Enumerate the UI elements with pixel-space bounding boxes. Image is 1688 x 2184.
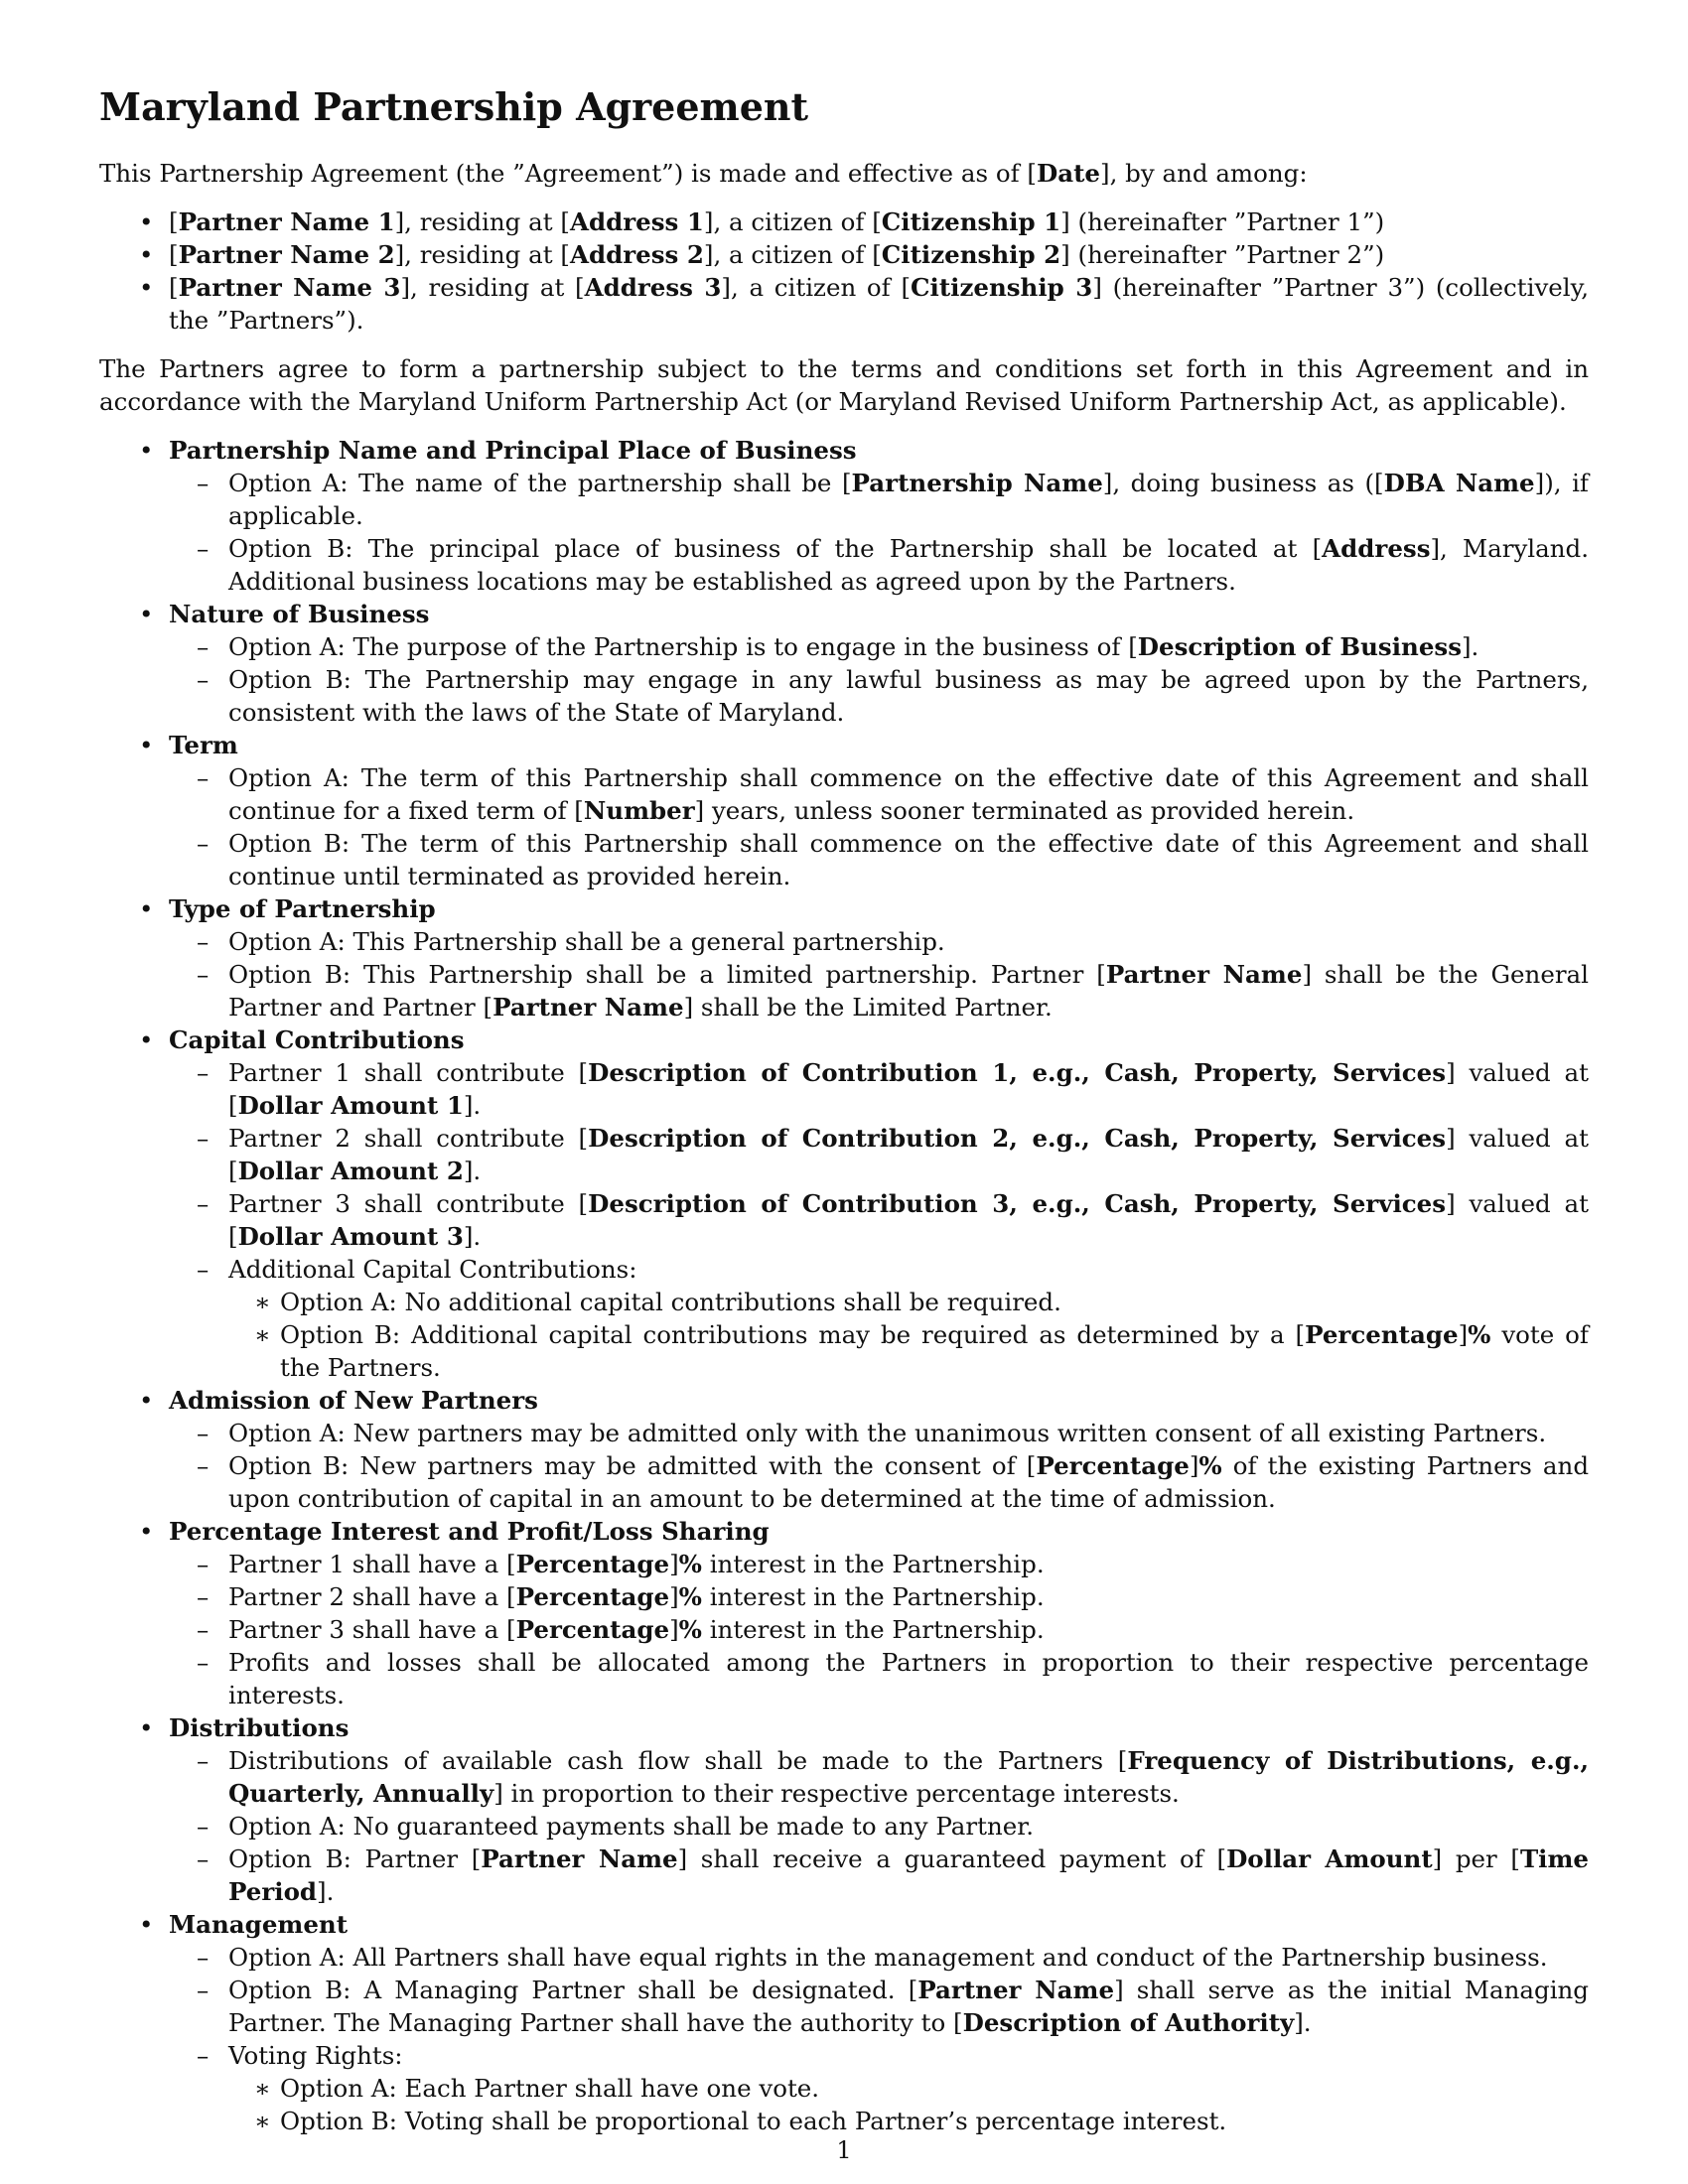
placeholder-field: Time Period — [228, 1844, 1590, 1906]
clause-item: – Option B: The term of this Partnership shall commence on the effective date of this Agreement and shall continue until terminated as provided herein. — [169, 827, 1589, 892]
clause-item: – Partner 1 shall contribute [Description of Contribution 1, e.g., Cash, Property, Services] valued at [Dollar Amount 1]. — [169, 1056, 1589, 1122]
clause-list — [169, 1417, 1589, 1515]
clause-item: – Partner 2 shall have a [Percentage]% interest in the Partnership. — [169, 1580, 1589, 1613]
placeholder-field: Partner Name — [917, 1976, 1115, 2004]
clause-item: – Option B: New partners may be admitted with the consent of [Percentage]% of the existing Partners and upon contribution of capital in an amount to be determined at the time of admission. — [169, 1449, 1589, 1515]
intro-text-end: ], by and among: — [1100, 159, 1308, 188]
section-title: • Capital Contributions — [169, 1025, 465, 1054]
party-item: • [Partner Name 2], residing at [Address 2], a citizen of [Citizenship 2] (hereinafter ”Partner 2”) — [99, 238, 1589, 271]
placeholder-field: % — [678, 1550, 702, 1578]
clause-item: – Additional Capital Contributions: ∗ Option A: No additional capital contributions shall be required. ∗ Option B: Additional capital contributions may be required as determined by a [Percentage]% vote of the Partners. — [169, 1253, 1589, 1384]
intro-text: This Partnership Agreement (the ”Agreement”) is made and effective as of [ — [99, 159, 1037, 188]
section-item — [99, 1024, 1589, 1384]
section-title: • Nature of Business — [169, 600, 430, 628]
section-item — [99, 598, 1589, 729]
sections-list — [99, 434, 1589, 2137]
clause-item: – Partner 1 shall have a [Percentage]% interest in the Partnership. — [169, 1548, 1589, 1580]
placeholder-field: % — [1468, 1320, 1491, 1349]
clause-list — [169, 467, 1589, 598]
section-item — [99, 434, 1589, 598]
placeholder-field: Dollar Amount — [1226, 1844, 1433, 1873]
placeholder-field: Description of Contribution 2, e.g., Cash, Property, Services — [588, 1124, 1447, 1153]
option-item: ∗ Option B: Voting shall be proportional to each Partner’s percentage interest. — [228, 2105, 1589, 2137]
placeholder-field: Percentage — [515, 1582, 670, 1611]
clause-item: – Voting Rights: ∗ Option A: Each Partner shall have one vote. ∗ Option B: Voting shall be proportional to each Partner’s percentage interest. — [169, 2039, 1589, 2137]
party-item: • [Partner Name 1], residing at [Address 1], a citizen of [Citizenship 1] (hereinafter ”Partner 1”) — [99, 205, 1589, 238]
placeholder-field: Dollar Amount 2 — [237, 1157, 464, 1185]
section-item — [99, 892, 1589, 1024]
option-list — [228, 1286, 1589, 1384]
clause-item: – Option B: This Partnership shall be a limited partnership. Partner [Partner Name] shall be the General Partner and Partner [Partner Name] shall be the Limited Partner. — [169, 958, 1589, 1024]
clause-item: – Option B: A Managing Partner shall be designated. [Partner Name] shall serve as the initial Managing Partner. The Managing Partner shall have the authority to [Description of Authority]. — [169, 1974, 1589, 2039]
document-title: Maryland Partnership Agreement — [99, 84, 809, 129]
section-title: • Percentage Interest and Profit/Loss Sharing — [169, 1517, 770, 1546]
section-item — [99, 1711, 1589, 1908]
placeholder-field: Description of Authority — [962, 2008, 1295, 2037]
clause-item: – Option A: The term of this Partnership shall commence on the effective date of this Agreement and shall continue for a fixed term of [Number] years, unless sooner terminated as provided herein. — [169, 761, 1589, 827]
placeholder-field: % — [678, 1615, 702, 1644]
clause-item: – Option B: The principal place of business of the Partnership shall be located at [Address], Maryland. Additional business locations may be established as agreed upon by the Partners. — [169, 532, 1589, 598]
placeholder-field: Dollar Amount 1 — [237, 1091, 464, 1120]
clause-item: – Option B: The Partnership may engage in any lawful business as may be agreed upon by the Partners, consistent with the laws of the State of Maryland. — [169, 663, 1589, 729]
clause-item: – Distributions of available cash flow shall be made to the Partners [Frequency of Distributions, e.g., Quarterly, Annually] in proportion to their respective percentage interests. — [169, 1744, 1589, 1810]
clause-item: – Partner 2 shall contribute [Description of Contribution 2, e.g., Cash, Property, Services] valued at [Dollar Amount 2]. — [169, 1122, 1589, 1187]
clause-item: – Option A: All Partners shall have equal rights in the management and conduct of the Partnership business. — [169, 1941, 1589, 1974]
placeholder-field: Dollar Amount 3 — [237, 1222, 464, 1251]
section-title: • Type of Partnership — [169, 894, 436, 923]
clause-item: – Partner 3 shall contribute [Description of Contribution 3, e.g., Cash, Property, Services] valued at [Dollar Amount 3]. — [169, 1187, 1589, 1253]
party-item: • [Partner Name 3], residing at [Address 3], a citizen of [Citizenship 3] (hereinafter ”Partner 3”) (collectively, the ”Partners”). — [99, 271, 1589, 337]
section-title: • Admission of New Partners — [169, 1386, 538, 1415]
clause-list — [169, 761, 1589, 892]
placeholder-field: Partner Name — [481, 1844, 678, 1873]
placeholder-field: Percentage — [515, 1615, 670, 1644]
clause-list — [169, 1941, 1589, 2137]
placeholder-field: Frequency of Distributions, e.g., Quarterly, Annually — [228, 1746, 1589, 1808]
agreement-paragraph: The Partners agree to form a partnership subject to the terms and conditions set forth in this Agreement and in accordance with the Maryland Uniform Partnership Act (or Maryland Revised Uniform Partnership Act, as applicable). — [99, 354, 1589, 416]
clause-item: – Option A: The name of the partnership shall be [Partnership Name], doing business as ([DBA Name]), if applicable. — [169, 467, 1589, 532]
section-title: • Distributions — [169, 1713, 350, 1742]
page-number: 1 — [836, 2136, 852, 2164]
placeholder-field: Description of Business — [1137, 632, 1462, 661]
placeholder-field: Partner Name — [1105, 960, 1303, 989]
option-item: ∗ Option A: No additional capital contributions shall be required. — [228, 1286, 1589, 1318]
date-placeholder: Date — [1036, 159, 1101, 188]
option-item: ∗ Option A: Each Partner shall have one vote. — [228, 2072, 1589, 2105]
section-item — [99, 729, 1589, 892]
clause-item: – Partner 3 shall have a [Percentage]% interest in the Partnership. — [169, 1613, 1589, 1646]
clause-item: – Option A: This Partnership shall be a general partnership. — [169, 925, 1589, 958]
placeholder-field: Percentage — [1036, 1451, 1190, 1480]
section-item — [99, 1908, 1589, 2137]
placeholder-field: Partner Name — [492, 993, 684, 1022]
intro-paragraph — [99, 157, 1589, 190]
option-list — [228, 2072, 1589, 2137]
placeholder-field: % — [678, 1582, 702, 1611]
placeholder-field: Number — [583, 796, 695, 825]
clause-list — [169, 1548, 1589, 1711]
clause-item: – Option B: Partner [Partner Name] shall receive a guaranteed payment of [Dollar Amount] per [Time Period]. — [169, 1843, 1589, 1908]
document-page — [99, 83, 1589, 2137]
section-title: • Partnership Name and Principal Place of Business — [169, 436, 857, 465]
clause-list — [169, 925, 1589, 1024]
section-item — [99, 1515, 1589, 1711]
placeholder-field: Description of Contribution 3, e.g., Cash, Property, Services — [588, 1189, 1447, 1218]
clause-list — [169, 630, 1589, 729]
placeholder-field: % — [1198, 1451, 1222, 1480]
clause-list — [169, 1744, 1589, 1908]
placeholder-field: Percentage — [515, 1550, 670, 1578]
section-title: • Management — [169, 1910, 349, 1939]
clause-item: – Option A: New partners may be admitted only with the unanimous written consent of all existing Partners. — [169, 1417, 1589, 1449]
section-item — [99, 1384, 1589, 1515]
clause-item: – Profits and losses shall be allocated among the Partners in proportion to their respective percentage interests. — [169, 1646, 1589, 1711]
parties-list — [99, 205, 1589, 337]
clause-item: – Option A: No guaranteed payments shall be made to any Partner. — [169, 1810, 1589, 1843]
clause-list — [169, 1056, 1589, 1384]
placeholder-field: Description of Contribution 1, e.g., Cash, Property, Services — [588, 1058, 1447, 1087]
placeholder-field: Partnership Name — [851, 469, 1103, 497]
placeholder-field: Percentage — [1305, 1320, 1459, 1349]
option-item: ∗ Option B: Additional capital contributions may be required as determined by a [Percentage]% vote of the Partners. — [228, 1318, 1589, 1384]
section-title: • Term — [169, 731, 238, 759]
placeholder-field: Address — [1322, 534, 1431, 563]
clause-item: – Option A: The purpose of the Partnership is to engage in the business of [Description of Business]. — [169, 630, 1589, 663]
placeholder-field: DBA Name — [1383, 469, 1535, 497]
